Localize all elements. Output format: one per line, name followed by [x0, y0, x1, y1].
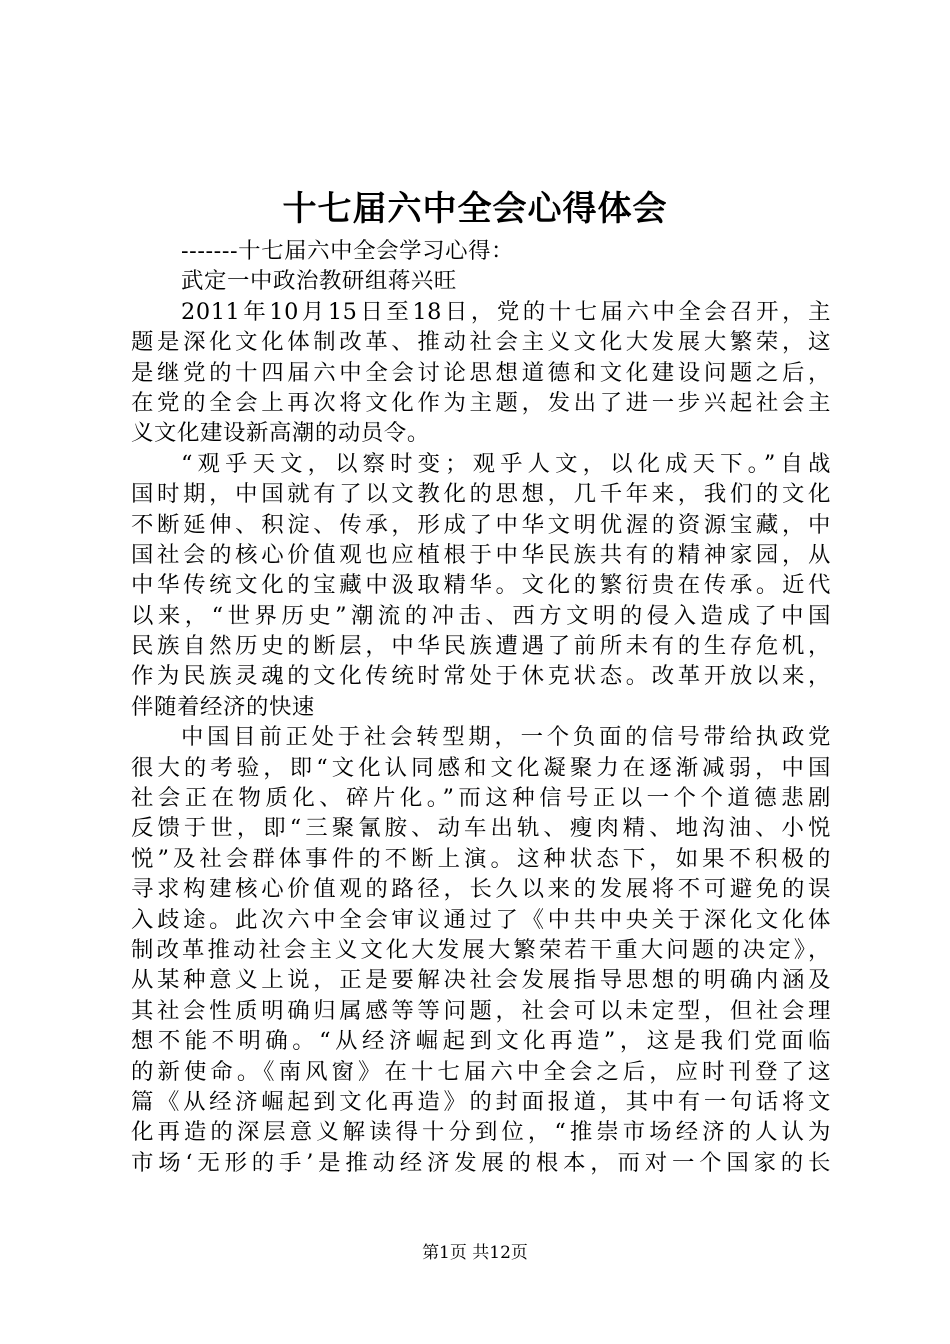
paragraph-1 — [131, 297, 831, 449]
text-line: 以来，“世界历史”潮流的冲击、西方文明的侵入造成了中国 — [131, 602, 831, 629]
text-line: 其社会性质明确归属感等等问题，社会可以未定型，但社会理 — [131, 997, 831, 1024]
text-line: 寻求构建核心价值观的路径，长久以来的发展将不可避免的误 — [131, 876, 831, 903]
paragraph-3 — [131, 722, 831, 1178]
text-line: 在党的全会上再次将文化作为主题，发出了进一步兴起社会主 — [131, 389, 831, 416]
text-line: 从某种意义上说，正是要解决社会发展指导思想的明确内涵及 — [131, 967, 831, 994]
text-line: 不断延伸、积淀、传承，形成了中华文明优渥的资源宝藏，中 — [131, 511, 831, 538]
text-line: 的新使命。《南风窗》在十七届六中全会之后，应时刊登了这 — [131, 1058, 831, 1085]
text-line: 义文化建设新高潮的动员令。 — [131, 420, 430, 447]
text-line: 题是深化文化体制改革、推动社会主义文化大发展大繁荣，这 — [131, 329, 831, 356]
document-body — [131, 236, 831, 1178]
text-line: 悦”及社会群体事件的不断上演。这种状态下，如果不积极的 — [131, 845, 831, 872]
text-line: “观乎天文，以察时变；观乎人文，以化成天下。”自战 — [181, 450, 831, 477]
text-line: 民族自然历史的断层，中华民族遭遇了前所未有的生存危机， — [131, 633, 831, 660]
text-line: 入歧途。此次六中全会审议通过了《中共中央关于深化文化体 — [131, 906, 831, 933]
page-number-footer: 第1页 共12页 — [422, 1243, 528, 1263]
author-line: 武定一中政治教研组蒋兴旺 — [181, 268, 457, 295]
subtitle-line: -------十七届六中全会学习心得： — [181, 238, 515, 264]
text-line: 社会正在物质化、碎片化。”而这种信号正以一个个道德悲剧 — [131, 785, 831, 812]
document-title: 十七届六中全会心得体会 — [282, 189, 668, 229]
text-line: 是继党的十四届六中全会讨论思想道德和文化建设问题之后， — [131, 359, 831, 386]
text-line: 化再造的深层意义解读得十分到位，“推崇市场经济的人认为 — [131, 1119, 831, 1146]
text-line: 作为民族灵魂的文化传统时常处于休克状态。改革开放以来， — [131, 663, 831, 690]
text-line: 很大的考验，即“文化认同感和文化凝聚力在逐渐减弱，中国 — [131, 754, 831, 781]
paragraph-2 — [131, 449, 831, 723]
text-line: 伴随着经济的快速 — [131, 693, 315, 720]
text-line: 反馈于世，即“三聚氰胺、动车出轨、瘦肉精、地沟油、小悦 — [131, 815, 831, 842]
text-line: 中国目前正处于社会转型期，一个负面的信号带给执政党 — [181, 724, 831, 751]
text-line: 国时期，中国就有了以文教化的思想，几千年来，我们的文化 — [131, 481, 831, 508]
text-line: 2011年10月15日至18日，党的十七届六中全会召开，主 — [181, 298, 831, 325]
text-line: 中华传统文化的宝藏中汲取精华。文化的繁衍贵在传承。近代 — [131, 572, 831, 599]
text-line: 篇《从经济崛起到文化再造》的封面报道，其中有一句话将文 — [131, 1088, 831, 1115]
text-line: 想不能不明确。“从经济崛起到文化再造”，这是我们党面临 — [131, 1028, 831, 1055]
text-line: 市场‘无形的手’是推动经济发展的根本，而对一个国家的长 — [131, 1149, 831, 1176]
text-line: 国社会的核心价值观也应植根于中华民族共有的精神家园，从 — [131, 541, 831, 568]
text-line: 制改革推动社会主义文化大发展大繁荣若干重大问题的决定》， — [131, 936, 831, 963]
